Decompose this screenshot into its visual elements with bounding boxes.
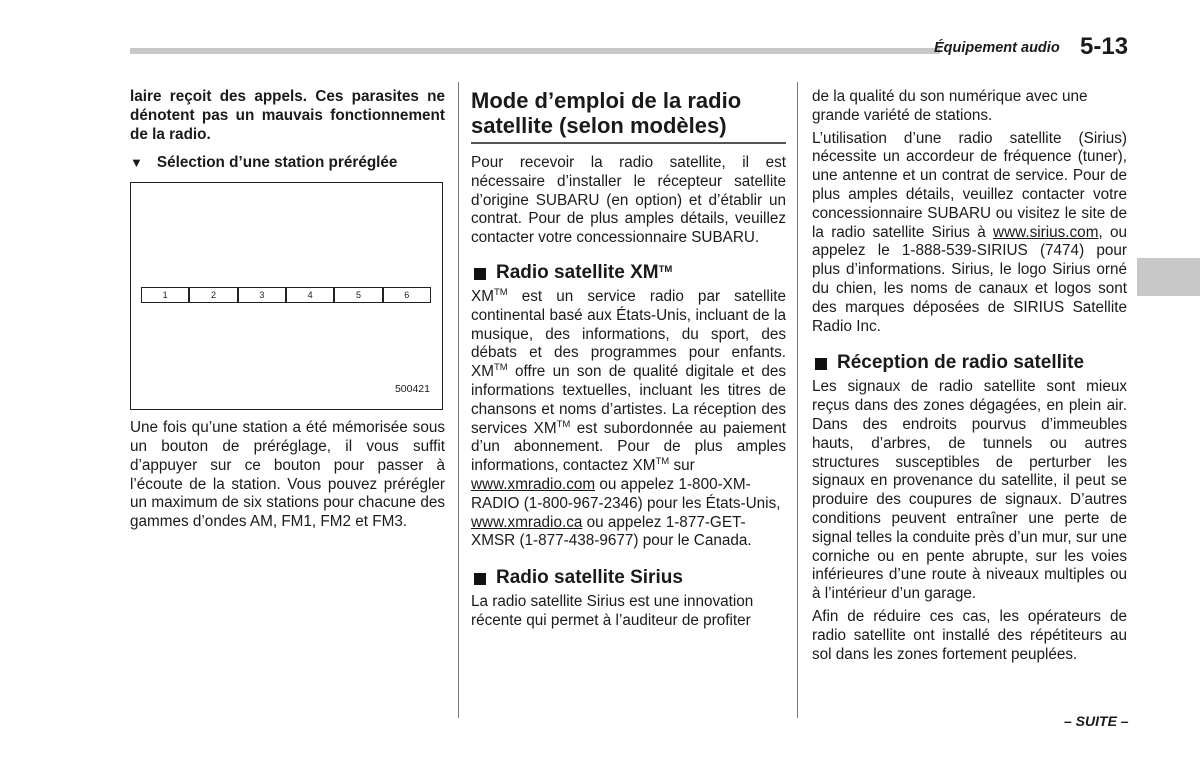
square-bullet-icon — [474, 573, 486, 585]
reception-paragraph-1: Les signaux de radio satellite sont mieux reçus dans des zones dégagées, en plein air. Dans des endroits pourvus d’immeubles hauts, d’arbres, de tunnels ou autres structures susceptibles de perturber les signaux en provenance du satellite, il peut se produire des coupures de signaux. D’autres conditions peuvent entraîner une perte de signal telles la conduite près d’un mur, sur une corniche ou en pente abrupte, sur les voies inférieures d’une route à niveaux multiples ou à l’intérieur d’un garage. — [812, 378, 1127, 603]
sirius-paragraph: La radio satellite Sirius est une innovation récente qui permet à l’auditeur de profiter — [471, 593, 754, 629]
square-bullet-icon — [815, 358, 827, 370]
preset-body: Une fois qu’une station a été mémorisée sous un bouton de préréglage, il vous suffit d’appuyer sur ce bouton pour passer à l’écoute de la station. Vous pouvez prérégler un maximum de six stations pour chacune des gammes d’ondes AM, FM1, FM2 et FM3. — [130, 419, 445, 531]
xm-us-contact: www.xmradio.com ou appelez 1-800-XM-RADIO (1-800-967-2346) pour les États-Unis, — [471, 475, 781, 512]
intro-paragraph: Pour recevoir la radio satellite, il est nécessaire d’installer le récepteur satellite d’origine SUBARU (en option) et d’établir un contrat. Pour de plus amples détails, veuillez contacter votre concessionnaire SUBARU. — [471, 154, 786, 247]
preset-button-2: 2 — [190, 288, 238, 302]
continued-label: – SUITE – — [1064, 713, 1129, 729]
xm-ca-contact: www.xmradio.ca ou appelez 1-877-GET-XMSR (1-877-438-9677) pour le Canada. — [471, 513, 752, 550]
sirius-paragraph-cont: de la qualité du son numérique avec une grande variété de stations. — [812, 88, 1088, 124]
page-number: 5-13 — [1080, 33, 1129, 60]
xmradio-ca-link[interactable]: www.xmradio.ca — [471, 513, 583, 531]
preset-button-6: 6 — [404, 290, 410, 301]
header-rule — [130, 48, 940, 54]
reception-heading: Réception de radio satellite — [812, 352, 1127, 374]
sirius-usage-paragraph: L’utilisation d’une radio satellite (Sirius) nécessite un accordeur de fréquence (tuner), une antenne et un contrat de service. Pour de plus amples détails, veuillez contacter votre concessionnaire SUBARU ou visitez le site de la radio satellite Sirius à www.sirius.com, ou appelez le 1-888-539-SIRIUS (7474) pour plus d’informations. Sirius, le logo Sirius orné du chien, les noms de canaux et logos sont des marques déposées de SIRIUS Satellite Radio Inc. — [812, 129, 1128, 335]
preset-figure — [130, 182, 443, 410]
section-heading: Mode d’emploi de la radio satellite (selon modèles) — [471, 88, 786, 144]
xmradio-com-link[interactable]: www.xmradio.com — [471, 475, 596, 493]
triangle-down-icon: ▼ — [130, 155, 143, 171]
preset-button-5: 5 — [335, 288, 383, 302]
preset-button-3: 3 — [239, 288, 287, 302]
section-title: Équipement audio — [934, 40, 1060, 56]
reception-paragraph-2: Afin de réduire ces cas, les opérateurs de radio satellite ont installé des répétiteurs au sol dans les zones fortement peuplées. — [812, 607, 1127, 663]
column-divider — [458, 82, 459, 718]
column-1 — [130, 88, 445, 532]
square-bullet-icon — [474, 268, 486, 280]
xm-paragraph: XM™ est un service radio par satellite continental basé aux États-Unis, incluant de la musique, des informations, du sport, des débats et des programmes pour enfants. XM™ offre un son de qualité digitale et des informations textuelles, incluant les titres de chansons et noms d’artistes. La réception des services XM™ est subordonnée au paiement d’un abonnement. Pour de plus amples informations, contactez XM™ sur — [471, 286, 786, 475]
xm-heading: Radio satellite XM™ — [471, 262, 786, 284]
figure-id: 500421 — [394, 383, 430, 396]
column-divider — [797, 82, 798, 718]
chapter-tab — [1137, 258, 1200, 296]
column-2 — [471, 88, 786, 631]
intro-warning: laire reçoit des appels. Ces parasites ne dénotent pas un mauvais fonctionnement de la radio. — [130, 88, 445, 143]
preset-button-1: 1 — [142, 288, 190, 302]
sirius-heading: Radio satellite Sirius — [471, 567, 786, 589]
subheading-text: Sélection d’une station préréglée — [156, 154, 398, 172]
subheading-preset — [130, 154, 445, 173]
sirius-com-link[interactable]: www.sirius.com — [993, 223, 1099, 241]
preset-buttons-strip — [141, 287, 431, 303]
column-3 — [812, 88, 1127, 664]
preset-button-4: 4 — [287, 288, 335, 302]
